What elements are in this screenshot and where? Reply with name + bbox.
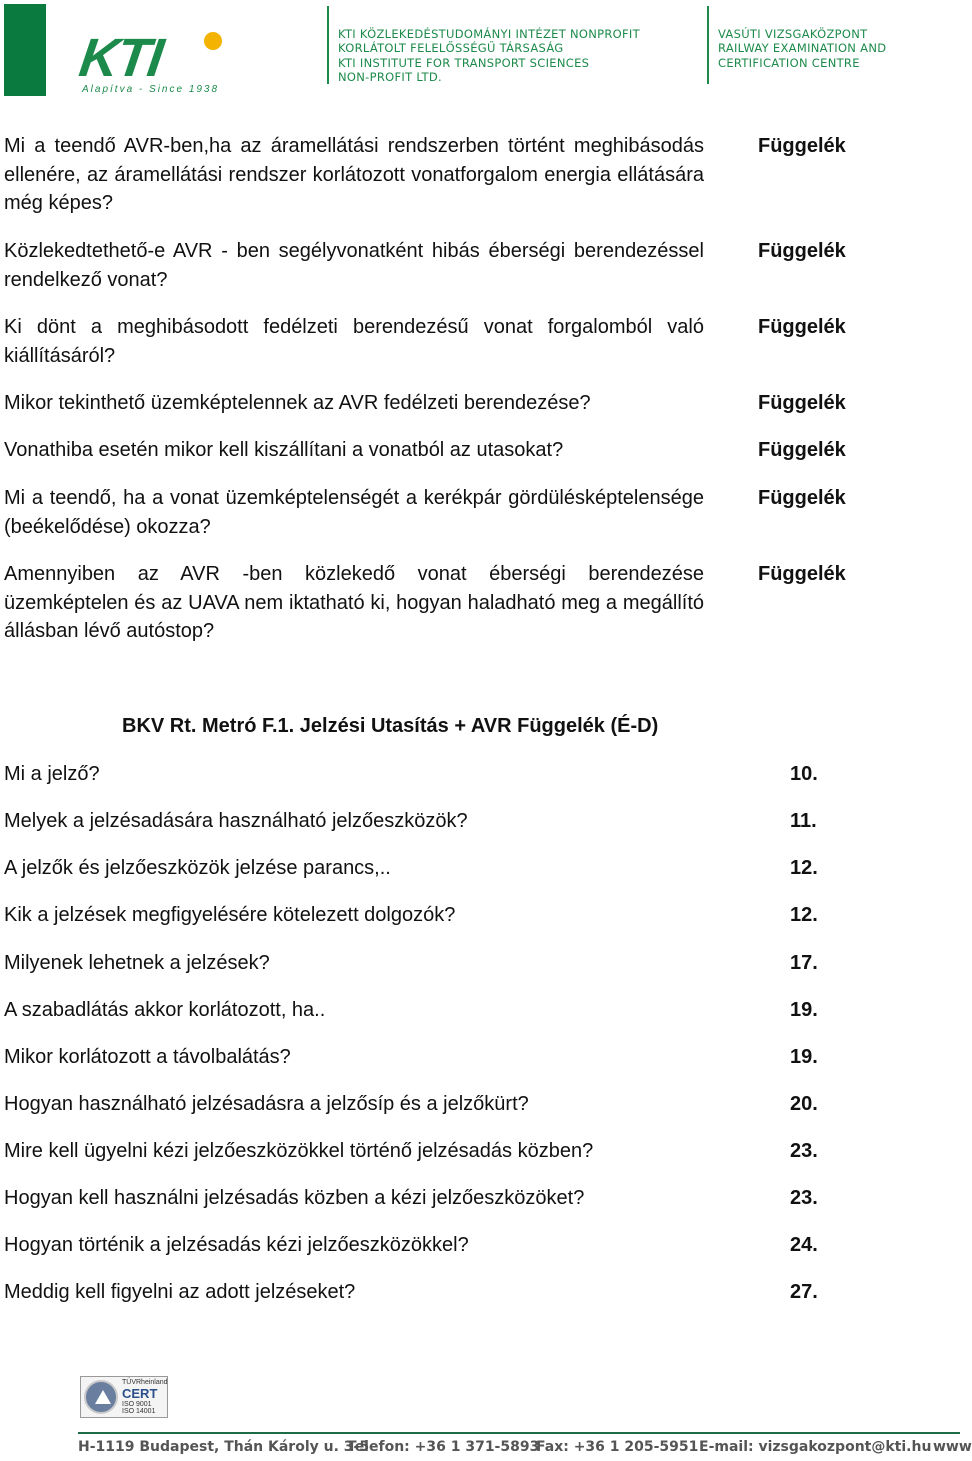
section-question-text: Hogyan kell használni jelzésadás közben a kézi jelzőeszközöket? [4, 1187, 585, 1209]
footer-email: E-mail: vizsgakozpont@kti.hu [699, 1439, 932, 1455]
page-number: 11. [790, 810, 817, 832]
cert-iso-14001: ISO 14001 [122, 1408, 156, 1415]
centre-name: VASÚTI VIZSGAKÖZPONT RAILWAY EXAMINATION AND CERTIFICATION CENTRE [718, 27, 887, 70]
question-text: Közlekedtethető-e AVR - ben segélyvonatként hibás éberségi berendezéssel rendelkező vonat? [4, 240, 704, 291]
page-number: 19. [790, 1046, 818, 1068]
footer-web: www [933, 1439, 972, 1455]
page-number: 23. [790, 1140, 818, 1162]
question-text: Mi a teendő AVR-ben,ha az áramellátási rendszerben történt meghibásodás ellenére, az áramellátási rendszer korlátozott vonatforgalom energia ellátására még képes? [4, 135, 704, 215]
section-question-text: A szabadlátás akkor korlátozott, ha.. [4, 999, 326, 1021]
question-reference: Függelék [758, 240, 846, 262]
footer-fax: Fax: +36 1 205-5951 [536, 1439, 699, 1455]
page-number: 20. [790, 1093, 818, 1115]
question-text: Vonathiba esetén mikor kell kiszállítani a vonatból az utasokat? [4, 439, 564, 461]
section-question-text: A jelzők és jelzőeszközök jelzése parancs,.. [4, 857, 391, 879]
section-question-text: Hogyan történik a jelzésadás kézi jelzőeszközökkel? [4, 1234, 469, 1256]
section-question-text: Mikor korlátozott a távolbalátás? [4, 1046, 291, 1068]
question-reference: Függelék [758, 135, 846, 157]
cert-title: CERT [122, 1386, 158, 1401]
brand-color-bar [4, 4, 46, 96]
footer-divider [78, 1432, 960, 1434]
logo-tagline: Alapítva - Since 1938 [82, 84, 220, 95]
sun-icon [204, 32, 222, 50]
cert-brand: TÜVRheinland [122, 1379, 168, 1386]
page-header [0, 0, 960, 110]
footer-address: H-1119 Budapest, Thán Károly u. 3-5 [78, 1439, 370, 1455]
section-question-text: Melyek a jelzésadására használható jelzőeszközök? [4, 810, 468, 832]
tuv-seal-icon [84, 1380, 118, 1414]
section-question-text: Milyenek lehetnek a jelzések? [4, 952, 270, 974]
kti-logo [75, 28, 240, 100]
cert-iso-9001: ISO 9001 [122, 1401, 152, 1408]
institute-name: KTI KÖZLEKEDÉSTUDOMÁNYI INTÉZET NONPROFIT KORLÁTOLT FELELŐSSÉGŰ TÁRSASÁG KTI INSTITUTE FOR TRANSPORT SCIENCES NON-PROFIT LTD. [338, 27, 640, 84]
page-number: 12. [790, 904, 818, 926]
section-question-text: Hogyan használható jelzésadásra a jelzősíp és a jelzőkürt? [4, 1093, 529, 1115]
question-text: Mikor tekinthető üzemképtelennek az AVR fedélzeti berendezése? [4, 392, 591, 414]
question-text: Mi a teendő, ha a vonat üzemképtelenségét a kerékpár gördülésképtelensége (beékelődése) okozza? [4, 487, 704, 538]
page-number: 24. [790, 1234, 818, 1256]
header-divider [707, 6, 709, 84]
question-reference: Függelék [758, 563, 846, 585]
page-number: 12. [790, 857, 818, 879]
question-text: Ki dönt a meghibásodott fedélzeti berendezésű vonat forgalomból való kiállításáról? [4, 316, 704, 367]
section-title: BKV Rt. Metró F.1. Jelzési Utasítás + AVR Függelék (É-D) [122, 715, 659, 737]
section-question-text: Kik a jelzések megfigyelésére kötelezett dolgozók? [4, 904, 456, 926]
logo-wordmark: KTI [75, 28, 166, 88]
page-number: 19. [790, 999, 818, 1021]
question-text: Amennyiben az AVR -ben közlekedő vonat éberségi berendezése üzemképtelen és az UAVA nem iktatható ki, hogyan haladható meg a megállító állásban lévő autóstop? [4, 563, 704, 643]
page-number: 17. [790, 952, 818, 974]
page-number: 27. [790, 1281, 818, 1303]
page-number: 23. [790, 1187, 818, 1209]
section-question-text: Mire kell ügyelni kézi jelzőeszközökkel történő jelzésadás közben? [4, 1140, 594, 1162]
page-number: 10. [790, 763, 818, 785]
question-reference: Függelék [758, 439, 846, 461]
question-reference: Függelék [758, 487, 846, 509]
footer-phone: Telefon: +36 1 371-5893 [347, 1439, 540, 1455]
tuv-cert-badge [80, 1376, 168, 1418]
section-question-text: Meddig kell figyelni az adott jelzéseket? [4, 1281, 356, 1303]
question-reference: Függelék [758, 392, 846, 414]
header-divider [327, 6, 329, 84]
question-reference: Függelék [758, 316, 846, 338]
section-question-text: Mi a jelző? [4, 763, 100, 785]
